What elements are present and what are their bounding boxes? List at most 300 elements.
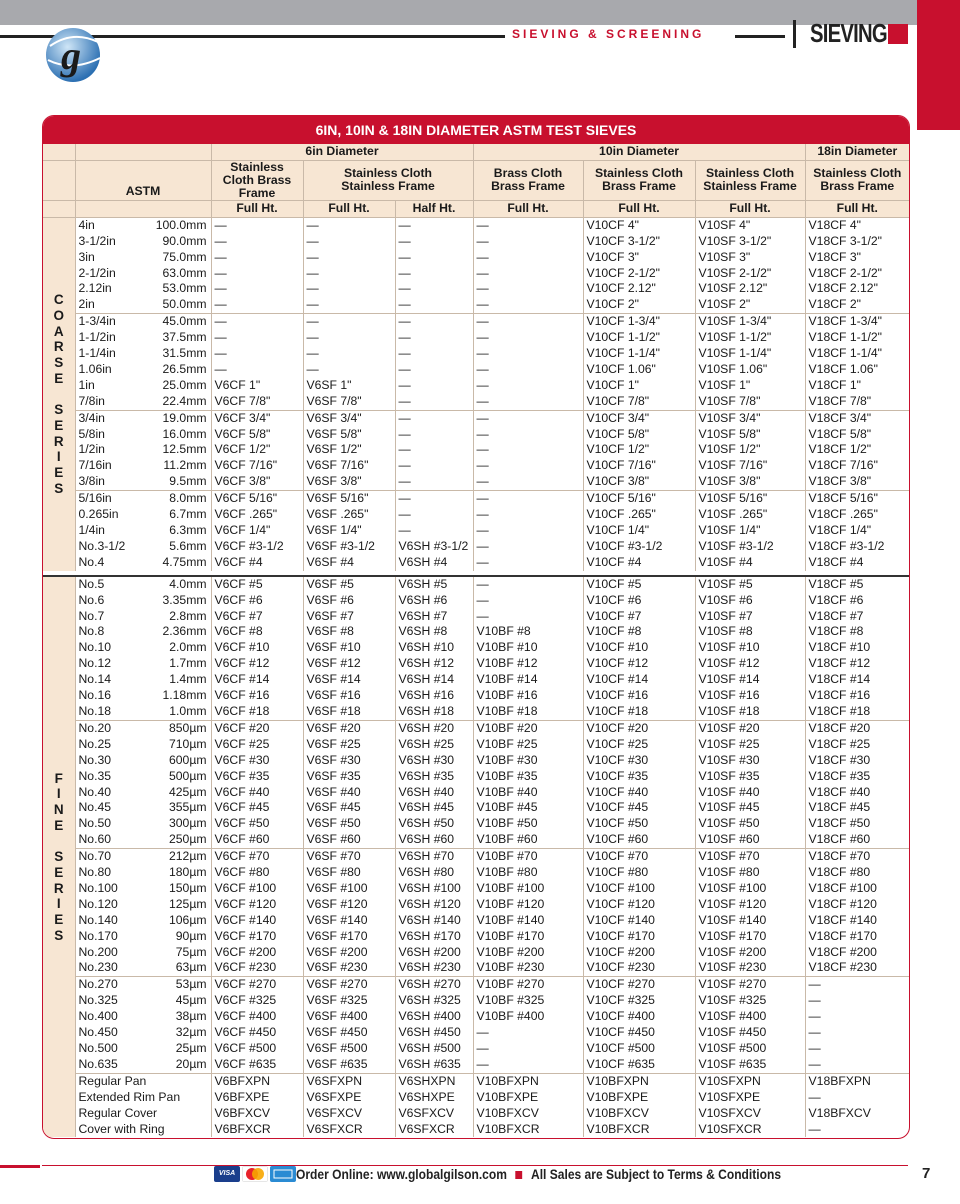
table-cell: V10SF #14	[695, 672, 805, 688]
table-cell: V6SF #325	[303, 993, 395, 1009]
table-cell: V6SH #3-1/2	[395, 539, 473, 555]
table-cell: No.8	[75, 624, 133, 640]
table-cell: V10CF #6	[583, 593, 695, 609]
table-cell: V18CF #20	[805, 720, 909, 736]
table-cell: 90.0mm	[162, 233, 207, 248]
table-cell: —	[473, 474, 583, 490]
table-cell: V10SF #5	[695, 576, 805, 593]
series-letter: R	[53, 339, 64, 355]
col-18-sc-bf: Stainless Cloth Brass Frame	[805, 160, 909, 200]
table-cell: V18CF #50	[805, 816, 909, 832]
table-cell: V6CF #20	[211, 720, 303, 736]
table-cell: V10BFXCR	[473, 1122, 583, 1138]
height-label: Full Ht.	[303, 200, 395, 217]
table-cell: V10SF 5/16"	[695, 491, 805, 507]
table-row	[43, 737, 909, 753]
table-cell: V10BF #50	[473, 816, 583, 832]
table-cell: —	[211, 250, 303, 266]
table-cell: V10SF #30	[695, 753, 805, 769]
table-row	[43, 897, 909, 913]
table-cell: V10CF #60	[583, 832, 695, 848]
table-cell: 4.75mm	[162, 554, 207, 569]
table-cell: —	[805, 1057, 909, 1073]
table-cell: V10CF 3"	[583, 250, 695, 266]
table-cell: V10BF #70	[473, 849, 583, 865]
table-cell: 1/2in	[75, 442, 133, 458]
table-cell: V6CF #400	[211, 1009, 303, 1025]
table-row	[43, 394, 909, 410]
table-cell: V6SF #40	[303, 785, 395, 801]
footer-bullet	[516, 1171, 523, 1179]
table-row	[43, 800, 909, 816]
table-cell: —	[473, 1041, 583, 1057]
table-cell: V10CF 3/4"	[583, 410, 695, 426]
table-cell: No.170	[75, 929, 133, 945]
table-cell: V10SF #325	[695, 993, 805, 1009]
series-label-text	[53, 292, 65, 496]
table-cell: V10BFXPN	[583, 1073, 695, 1089]
table-cell: —	[395, 491, 473, 507]
table-cell: No.10	[75, 640, 133, 656]
table-cell: V10CF #7	[583, 609, 695, 625]
table-cell: V10BF #12	[473, 656, 583, 672]
table-cell: V6CF #12	[211, 656, 303, 672]
table-cell: —	[395, 474, 473, 490]
table-cell: V6SH #18	[395, 704, 473, 720]
table-cell: V10SF 3/8"	[695, 474, 805, 490]
table-cell: V10SF #100	[695, 881, 805, 897]
table-cell: V6CF #500	[211, 1041, 303, 1057]
table-cell: —	[211, 346, 303, 362]
table-cell: V10BFXCR	[583, 1122, 695, 1138]
table-cell: V18CF #80	[805, 865, 909, 881]
table-cell: —	[395, 378, 473, 394]
table-cell: V10BFXPE	[473, 1090, 583, 1106]
table-row	[43, 656, 909, 672]
table-cell: V10CF 4"	[583, 217, 695, 233]
height-label: Half Ht.	[395, 200, 473, 217]
table-cell: 1-1/2in	[75, 330, 133, 346]
table-title: 6IN, 10IN & 18IN DIAMETER ASTM TEST SIEVES	[43, 116, 909, 144]
table-cell: V6CF #140	[211, 913, 303, 929]
table-cell: V10SFXCV	[695, 1106, 805, 1122]
table-cell: V6SH #170	[395, 929, 473, 945]
table-cell: V18CF #18	[805, 704, 909, 720]
table-cell: V10CF #80	[583, 865, 695, 881]
table-row	[43, 881, 909, 897]
table-cell: V6SFXPE	[303, 1090, 395, 1106]
table-cell: V6CF .265"	[211, 507, 303, 523]
table-cell: V10BF #140	[473, 913, 583, 929]
table-cell: V6CF #270	[211, 977, 303, 993]
table-cell: V10SF 2"	[695, 297, 805, 313]
table-cell: V10CF #10	[583, 640, 695, 656]
series-label	[43, 217, 75, 570]
table-cell: —	[473, 576, 583, 593]
table-cell: V6CF 7/8"	[211, 394, 303, 410]
col-10-bc-bf: Brass Cloth Brass Frame	[473, 160, 583, 200]
table-cell: No.70	[75, 849, 133, 865]
table-cell: V10SF 5/8"	[695, 427, 805, 443]
table-cell: V6SH #8	[395, 624, 473, 640]
header-rule-right	[735, 35, 785, 38]
table-cell: 53µm	[133, 977, 211, 993]
table-cell: —	[473, 330, 583, 346]
table-cell: —	[805, 1090, 909, 1106]
table-cell: V6SF #6	[303, 593, 395, 609]
height-label: Full Ht.	[211, 200, 303, 217]
table-cell: V10CF #16	[583, 688, 695, 704]
table-cell: V6SH #40	[395, 785, 473, 801]
table-cell: V6SF #45	[303, 800, 395, 816]
table-cell: V6CF #16	[211, 688, 303, 704]
table-cell: V6SF #60	[303, 832, 395, 848]
table-cell: No.325	[75, 993, 133, 1009]
table-cell: V18CF 7/16"	[805, 458, 909, 474]
table-cell: 1-3/4in	[75, 314, 133, 330]
table-cell: —	[473, 523, 583, 539]
table-row	[43, 234, 909, 250]
table-cell: V6SF #10	[303, 640, 395, 656]
table-cell: V18CF #230	[805, 960, 909, 976]
series-letter: S	[54, 849, 64, 865]
table-cell: V10CF #70	[583, 849, 695, 865]
table-cell: V6SF #25	[303, 737, 395, 753]
table-cell: —	[211, 330, 303, 346]
table-cell: V10CF #50	[583, 816, 695, 832]
table-cell: V10BF #80	[473, 865, 583, 881]
table-cell: V10CF #12	[583, 656, 695, 672]
table-cell: V6SF #5	[303, 576, 395, 593]
table-cell: V10SF #10	[695, 640, 805, 656]
table-cell: V10BF #20	[473, 720, 583, 736]
table-cell: V10SF #40	[695, 785, 805, 801]
table-cell: V10SF 7/8"	[695, 394, 805, 410]
table-cell: 26.5mm	[162, 361, 207, 376]
table-cell: V10SF #35	[695, 769, 805, 785]
table-cell: V10CF #635	[583, 1057, 695, 1073]
series-letter: S	[54, 354, 64, 370]
table-cell: V10CF #270	[583, 977, 695, 993]
table-cell: V10BF #45	[473, 800, 583, 816]
table-cell: V10SFXPE	[695, 1090, 805, 1106]
table-row	[43, 832, 909, 848]
table-cell: 1-1/4in	[75, 346, 133, 362]
table-cell: —	[303, 362, 395, 378]
table-cell: V6SF #80	[303, 865, 395, 881]
table-row	[43, 769, 909, 785]
table-cell: V10CF #200	[583, 945, 695, 961]
table-cell: V10BF #400	[473, 1009, 583, 1025]
table-cell: V10CF 1.06"	[583, 362, 695, 378]
table-cell: —	[211, 266, 303, 282]
table-cell: V6SH #500	[395, 1041, 473, 1057]
series-label	[43, 576, 75, 1138]
table-cell: V6SH #45	[395, 800, 473, 816]
table-cell: 45µm	[175, 993, 207, 1008]
series-letter: I	[56, 449, 61, 465]
table-cell: V10SF 3-1/2"	[695, 234, 805, 250]
table-cell: V18CF #100	[805, 881, 909, 897]
table-cell: V18CF #30	[805, 753, 909, 769]
table-cell: V6SF #100	[303, 881, 395, 897]
table-cell: V18CF #7	[805, 609, 909, 625]
table-cell: V10SF 3"	[695, 250, 805, 266]
table-cell: V6CF #35	[211, 769, 303, 785]
table-cell: 50.0mm	[162, 297, 207, 312]
accessory-row	[43, 1090, 909, 1106]
table-cell: V18CF 1/4"	[805, 523, 909, 539]
table-cell: V6CF #50	[211, 816, 303, 832]
table-cell: V18CF 3"	[805, 250, 909, 266]
table-row	[43, 785, 909, 801]
payment-cards	[214, 1165, 298, 1183]
table-cell: V6SH #14	[395, 672, 473, 688]
table-cell: 125µm	[168, 896, 207, 911]
table-cell: No.230	[75, 960, 133, 976]
astm-sieve-table-card	[42, 115, 910, 1139]
table-cell: V10BFXPN	[473, 1073, 583, 1089]
table-cell: V18CF 3/4"	[805, 410, 909, 426]
table-row	[43, 281, 909, 297]
table-cell: V6SF #230	[303, 960, 395, 976]
table-cell: V6SF #400	[303, 1009, 395, 1025]
table-cell: V6CF #200	[211, 945, 303, 961]
table-cell: V6CF #30	[211, 753, 303, 769]
series-letter	[53, 386, 65, 402]
table-cell: V10BF #40	[473, 785, 583, 801]
table-cell: V10CF #30	[583, 753, 695, 769]
table-cell: 75µm	[175, 944, 207, 959]
table-cell: V18CF 4"	[805, 217, 909, 233]
table-cell: —	[473, 217, 583, 233]
table-cell: 106µm	[168, 912, 207, 927]
table-cell: No.450	[75, 1025, 133, 1041]
table-cell: V10SFXPN	[695, 1073, 805, 1089]
terms-text: All Sales are Subject to Terms & Conditions	[531, 1166, 782, 1182]
table-cell: 5/8in	[75, 427, 133, 443]
table-cell: V6CF #120	[211, 897, 303, 913]
table-cell: No.50	[75, 816, 133, 832]
table-cell: V10CF 2-1/2"	[583, 266, 695, 282]
table-row	[43, 474, 909, 490]
section-marker	[888, 24, 908, 44]
table-cell: No.100	[75, 881, 133, 897]
table-cell: V6SHXPE	[395, 1090, 473, 1106]
table-cell: 63µm	[175, 960, 207, 975]
table-row	[43, 250, 909, 266]
astm-sieve-table	[43, 144, 909, 1137]
table-cell: V10SFXCR	[695, 1122, 805, 1138]
table-cell: V6SF 7/16"	[303, 458, 395, 474]
table-cell: No.500	[75, 1041, 133, 1057]
table-cell: V18CF #14	[805, 672, 909, 688]
table-cell: —	[395, 507, 473, 523]
table-cell: —	[395, 217, 473, 233]
table-cell: —	[473, 593, 583, 609]
footer-text	[296, 1166, 781, 1182]
series-label-text	[53, 771, 65, 944]
table-row	[43, 442, 909, 458]
table-cell: V10SF #6	[695, 593, 805, 609]
table-cell: V10SF 1-3/4"	[695, 314, 805, 330]
table-cell: V18CF 1/2"	[805, 442, 909, 458]
table-cell: V6SF #450	[303, 1025, 395, 1041]
table-cell: —	[395, 442, 473, 458]
table-cell: V6SH #12	[395, 656, 473, 672]
table-cell: V18CF #40	[805, 785, 909, 801]
table-cell: —	[211, 281, 303, 297]
table-cell: —	[473, 346, 583, 362]
table-cell: V6CF 5/8"	[211, 427, 303, 443]
table-cell: V10SF #18	[695, 704, 805, 720]
table-cell: V10SF #3-1/2	[695, 539, 805, 555]
table-cell: V6CF #4	[211, 555, 303, 571]
table-cell: V6CF #170	[211, 929, 303, 945]
table-cell: No.400	[75, 1009, 133, 1025]
table-cell: V6SHXPN	[395, 1073, 473, 1089]
table-cell: V6SF #70	[303, 849, 395, 865]
table-cell: —	[211, 297, 303, 313]
height-label: Full Ht.	[695, 200, 805, 217]
table-row	[43, 330, 909, 346]
table-cell: V10BFXCV	[583, 1106, 695, 1122]
table-row	[43, 640, 909, 656]
section-title: SIEVING	[810, 18, 887, 48]
table-cell: 9.5mm	[169, 474, 207, 489]
table-cell: V18CF 5/16"	[805, 491, 909, 507]
table-cell: V10CF #500	[583, 1041, 695, 1057]
table-cell: V6CF #7	[211, 609, 303, 625]
table-cell: 5.6mm	[169, 538, 207, 553]
table-cell: V10SF #270	[695, 977, 805, 993]
table-row	[43, 704, 909, 720]
table-cell: V6SF 7/8"	[303, 394, 395, 410]
table-cell: 1.4mm	[169, 672, 207, 687]
table-cell: V10SF #50	[695, 816, 805, 832]
table-cell: V10CF 7/16"	[583, 458, 695, 474]
table-cell: 1.18mm	[162, 688, 207, 703]
table-cell: 1.06in	[75, 362, 133, 378]
table-cell: V6SF #140	[303, 913, 395, 929]
table-cell: No.30	[75, 753, 133, 769]
table-cell: —	[303, 297, 395, 313]
table-cell: V10BF #270	[473, 977, 583, 993]
table-cell: —	[303, 234, 395, 250]
table-cell: V6SH #450	[395, 1025, 473, 1041]
table-cell: V6SF #200	[303, 945, 395, 961]
table-cell: —	[303, 314, 395, 330]
col-astm: ASTM	[75, 160, 211, 200]
page-number: 7	[922, 1165, 931, 1182]
table-cell: V6CF 1"	[211, 378, 303, 394]
table-cell: No.16	[75, 688, 133, 704]
table-cell: 3-1/2in	[75, 234, 133, 250]
order-online-link[interactable]: Order Online: www.globalgilson.com	[296, 1166, 507, 1182]
table-cell: V6SF #635	[303, 1057, 395, 1073]
height-label: Full Ht.	[473, 200, 583, 217]
table-cell: V10SF #635	[695, 1057, 805, 1073]
series-letter: E	[54, 912, 64, 928]
table-cell: —	[395, 410, 473, 426]
table-cell: 32µm	[175, 1025, 207, 1040]
table-cell: V6CF 3/8"	[211, 474, 303, 490]
series-letter: I	[56, 896, 61, 912]
table-cell: —	[473, 458, 583, 474]
table-cell: V10SF #450	[695, 1025, 805, 1041]
table-cell: —	[211, 362, 303, 378]
table-cell: 710µm	[168, 736, 207, 751]
table-cell: V6SFXCV	[395, 1106, 473, 1122]
series-letter: E	[54, 864, 64, 880]
table-cell: V10BF #230	[473, 960, 583, 976]
table-cell: 500µm	[168, 768, 207, 783]
table-cell: V6SFXPN	[303, 1073, 395, 1089]
table-cell: V10CF #25	[583, 737, 695, 753]
table-cell: 25µm	[175, 1041, 207, 1055]
table-cell: V6CF #230	[211, 960, 303, 976]
table-cell: V18CF 5/8"	[805, 427, 909, 443]
table-cell: V10CF #14	[583, 672, 695, 688]
table-cell: Cover with Ring	[75, 1122, 211, 1138]
table-cell: V6CF #635	[211, 1057, 303, 1073]
table-cell: V10CF #5	[583, 576, 695, 593]
table-cell: V10CF #450	[583, 1025, 695, 1041]
table-cell: —	[473, 410, 583, 426]
table-cell: 150µm	[168, 880, 207, 895]
col-6-sc-sf: Stainless Cloth Stainless Frame	[303, 160, 473, 200]
table-cell: V10CF #35	[583, 769, 695, 785]
table-cell: 2.8mm	[169, 608, 207, 623]
table-cell: V6CF #18	[211, 704, 303, 720]
table-cell: V6SH #35	[395, 769, 473, 785]
series-letter: N	[53, 802, 64, 818]
table-cell: V6SH #5	[395, 576, 473, 593]
table-cell: V18CF 1-1/4"	[805, 346, 909, 362]
table-cell: V10SF #230	[695, 960, 805, 976]
table-cell: V10BF #30	[473, 753, 583, 769]
table-cell: 100.0mm	[155, 217, 207, 232]
table-cell: 4.0mm	[133, 576, 211, 593]
table-cell: V18CF #140	[805, 913, 909, 929]
table-cell: —	[473, 314, 583, 330]
col-10-sc-sf: Stainless Cloth Stainless Frame	[695, 160, 805, 200]
table-cell: —	[303, 250, 395, 266]
table-cell: 425µm	[168, 784, 207, 799]
table-cell: V10SF #12	[695, 656, 805, 672]
table-cell: V6SFXCR	[303, 1122, 395, 1138]
table-cell: Regular Cover	[75, 1106, 211, 1122]
table-cell: V6SH #16	[395, 688, 473, 704]
table-cell: No.200	[75, 945, 133, 961]
table-cell: —	[473, 378, 583, 394]
table-row	[43, 576, 909, 593]
table-row	[43, 266, 909, 282]
table-cell: 12.5mm	[162, 442, 207, 457]
table-cell: V6SF 1"	[303, 378, 395, 394]
table-cell: V6CF 1/2"	[211, 442, 303, 458]
table-row	[43, 217, 909, 233]
table-cell: V10SF #4	[695, 555, 805, 571]
table-cell: V6SH #325	[395, 993, 473, 1009]
table-cell: No.45	[75, 800, 133, 816]
table-cell: V10CF 1"	[583, 378, 695, 394]
table-cell: V6SH #70	[395, 849, 473, 865]
table-cell: V10SF 1-1/4"	[695, 346, 805, 362]
table-cell: V18CF #16	[805, 688, 909, 704]
group-18in: 18in Diameter	[805, 144, 909, 160]
col-10-sc-bf: Stainless Cloth Brass Frame	[583, 160, 695, 200]
